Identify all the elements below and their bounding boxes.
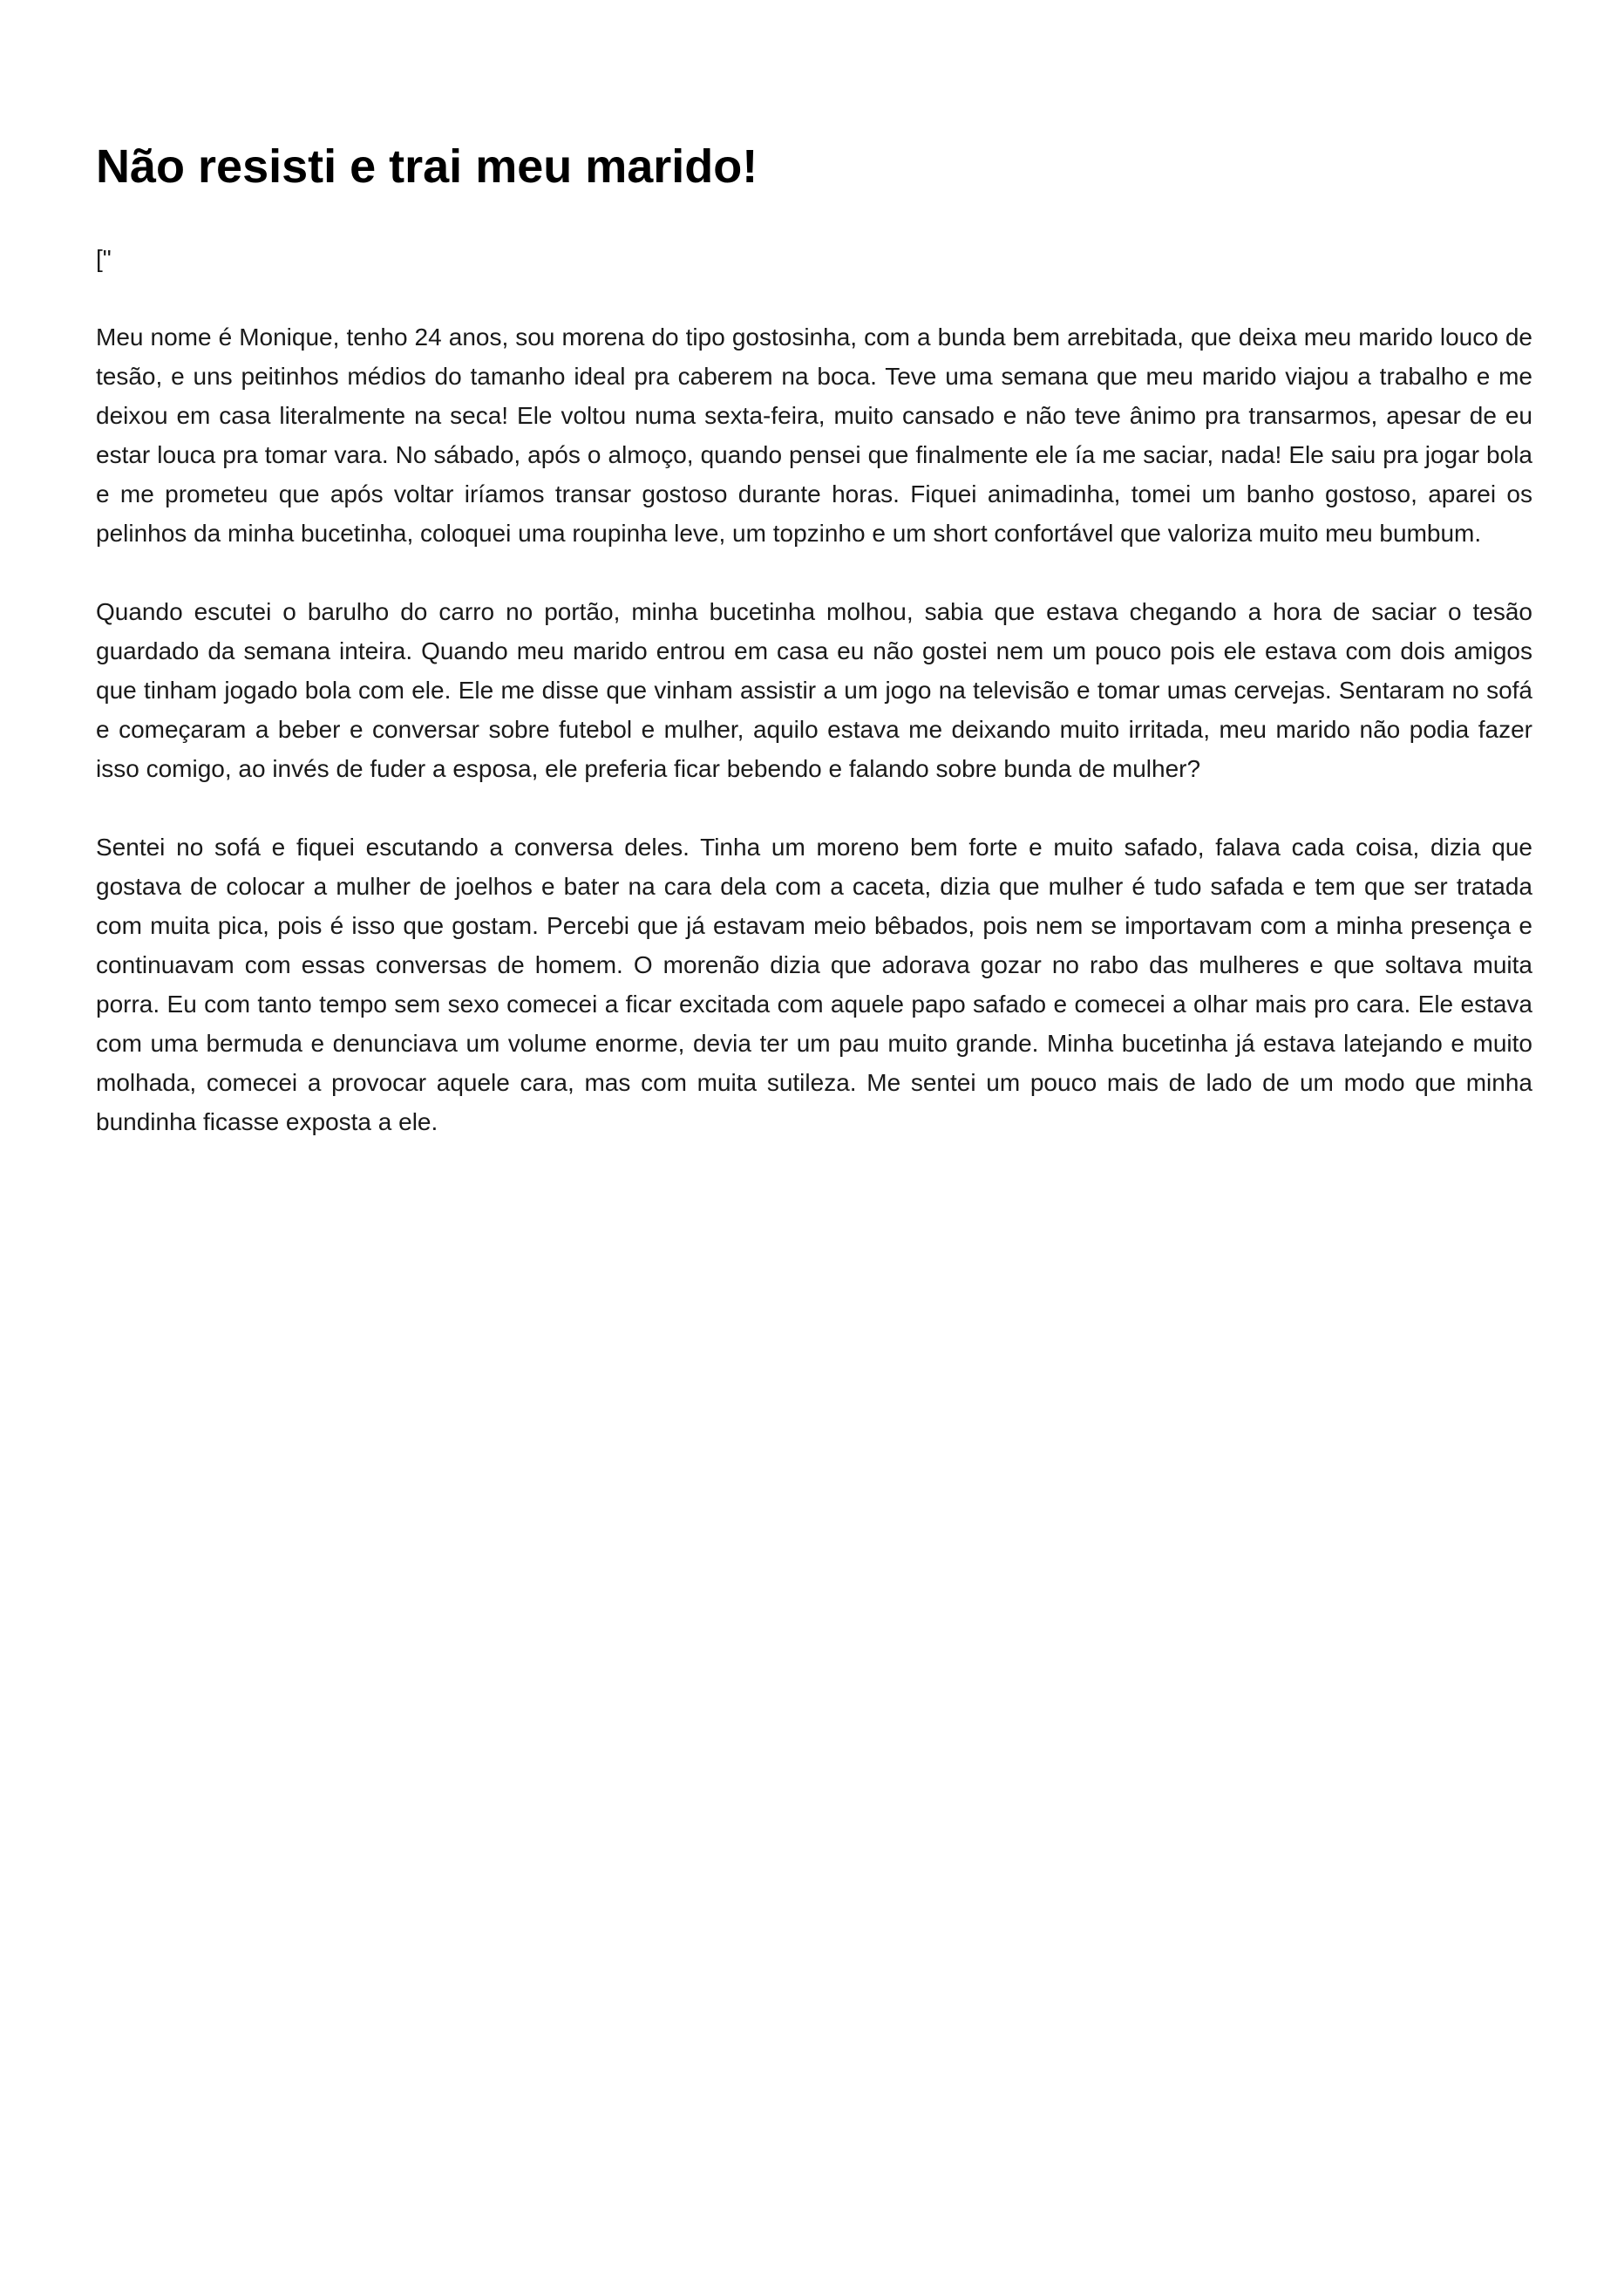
story-paragraph-2: Quando escutei o barulho do carro no portão, minha bucetinha molhou, sabia que estava chegando a hora de saciar o tesão guardado da semana inteira. Quando meu marido entrou em casa eu não gostei nem um pouco pois ele estava com dois amigos que tinham jogado bola com ele. Ele me disse que vinham assistir a um jogo na televisão e tomar umas cervejas. Sentaram no sofá e começaram a beber e conversar sobre futebol e mulher, aquilo estava me deixando muito irritada, meu marido não podia fazer isso comigo, ao invés de fuder a esposa, ele preferia ficar bebendo e falando sobre bunda de mulher? — [96, 598, 1532, 783]
story-paragraph-3: Sentei no sofá e fiquei escutando a conversa deles. Tinha um moreno bem forte e muito safado, falava cada coisa, dizia que gostava de colocar a mulher de joelhos e bater na cara dela com a caceta, dizia que mulher é tudo safada e tem que ser tratada com muita pica, pois é isso que gostam. Percebi que já estavam meio bêbados, pois nem se importavam com a minha presença e continuavam com essas conversas de homem. O morenão dizia que adorava gozar no rabo das mulheres e que soltava muita porra. Eu com tanto tempo sem sexo comecei a ficar excitada com aquele papo safado e comecei a olhar mais pro cara. Ele estava com uma bermuda e denunciava um volume enorme, devia ter um pau muito grande. Minha bucetinha já estava latejando e muito molhada, comecei a provocar aquele cara, mas com muita sutileza. Me sentei um pouco mais de lado de um modo que minha bundinha ficasse exposta a ele. — [96, 834, 1532, 1136]
json-artifact-text: [" — [96, 245, 112, 273]
story-paragraph-1: Meu nome é Monique, tenho 24 anos, sou morena do tipo gostosinha, com a bunda bem arrebitada, que deixa meu marido louco de tesão, e uns peitinhos médios do tamanho ideal pra caberem na boca. Teve uma semana que meu marido viajou a trabalho e me deixou em casa literalmente na seca! Ele voltou numa sexta-feira, muito cansado e não teve ânimo pra transarmos, apesar de eu estar louca pra tomar vara. No sábado, após o almoço, quando pensei que finalmente ele ía me saciar, nada! Ele saiu pra jogar bola e me prometeu que após voltar iríamos transar gostoso durante horas. Fiquei animadinha, tomei um banho gostoso, aparei os pelinhos da minha bucetinha, coloquei uma roupinha leve, um topzinho e um short confortável que valoriza muito meu bumbum. — [96, 323, 1532, 548]
page-title: Não resisti e trai meu marido! — [96, 140, 758, 193]
